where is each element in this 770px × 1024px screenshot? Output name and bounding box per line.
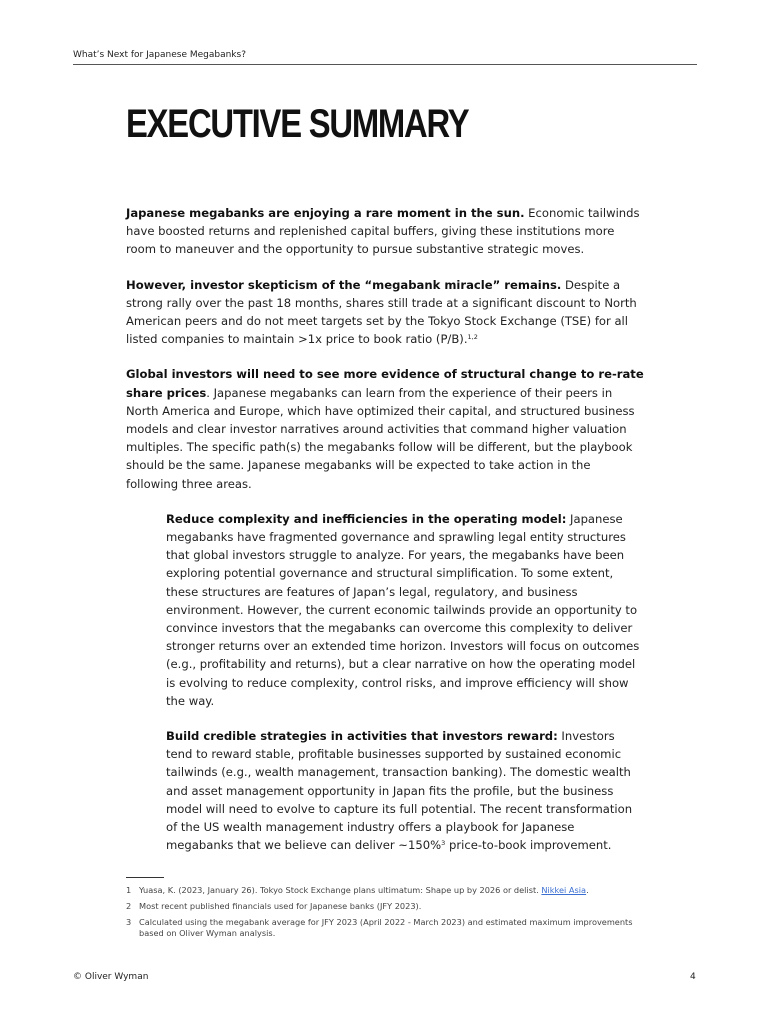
footnote-text — [139, 885, 589, 896]
page-number: 4 — [690, 972, 696, 982]
page-title: EXECUTIVE SUMMARY — [126, 102, 469, 146]
footnote-number: 2 — [126, 901, 132, 911]
paragraph-1 — [126, 204, 644, 259]
footnote-ref-3: 3 — [441, 839, 446, 848]
paragraph-3-lead: Global investors will need to see more evidence of structural change to re-rate share prices — [126, 367, 644, 400]
nikkei-asia-link[interactable]: Nikkei Asia — [541, 885, 587, 895]
paragraph-2-text: Despite a strong rally over the past 18 months, shares still trade at a significant discount to North American peers and do not meet targets set by the Tokyo Stock Exchange (TSE) for all listed companies to maintain >1x price to book ratio (P/B). — [126, 277, 637, 347]
action-area-2-lead: Build credible strategies in activities that investors reward: — [166, 729, 558, 744]
paragraph-3-text: . Japanese megabanks can learn from the experience of their peers in North America and Europe, which have optimized their capital, and structured business models and clear investor narratives around activities that command higher valuation multiples. The specific path(s) the megabanks follow will be different, but the playbook should be the same. Japanese megabanks will be expected to take action in the following three areas. — [126, 385, 635, 491]
header-divider — [73, 64, 697, 65]
footnote-2 — [126, 901, 650, 912]
action-area-2-text: Investors tend to reward stable, profitable businesses supported by sustained economic tailwinds (e.g., wealth management, transaction banking). The domestic wealth and asset management opportunity in Japan fits the profile, but the business model will need to evolve to capture its full potential. The recent transformation of the US wealth management industry offers a playbook for Japanese megabanks that we believe can deliver ~150% — [166, 729, 633, 853]
footnote-1-after: . — [586, 885, 589, 895]
footnote-ref-1-2: 1,2 — [467, 333, 478, 342]
running-header: What’s Next for Japanese Megabanks? — [73, 50, 246, 60]
footnotes — [126, 885, 650, 944]
paragraph-2-lead: However, investor skepticism of the “megabank miracle” remains. — [126, 277, 562, 292]
action-area-1-lead: Reduce complexity and inefficiencies in the operating model: — [166, 511, 567, 526]
footnote-number: 3 — [126, 917, 132, 927]
footer-copyright: © Oliver Wyman — [73, 972, 149, 982]
footnote-3 — [126, 917, 650, 939]
paragraph-2 — [126, 276, 644, 349]
footnote-1 — [126, 885, 650, 896]
action-area-2 — [166, 727, 644, 854]
footnote-3-text: Calculated using the megabank average for JFY 2023 (April 2022 - March 2023) and estimated maximum improvements based on Oliver Wyman analysis. — [139, 917, 633, 938]
paragraph-1-lead: Japanese megabanks are enjoying a rare moment in the sun. — [126, 206, 525, 220]
footnote-1-text: Yuasa, K. (2023, January 26). Tokyo Stock Exchange plans ultimatum: Shape up by 2026 or delist. — [139, 885, 542, 895]
paragraph-1-text: Economic tailwinds have boosted returns and replenished capital buffers, giving these institutions more room to maneuver and the opportunity to pursue substantive strategic moves. — [126, 206, 640, 257]
action-area-2-tail: price-to-book improvement. — [445, 838, 612, 853]
footnote-number: 1 — [126, 885, 132, 895]
action-area-1-text: Japanese megabanks have fragmented governance and sprawling legal entity structures that global investors struggle to analyze. For years, the megabanks have been exploring potential governance and structural simplification. To some extent, these structures are features of Japan’s legal, regulatory, and business environment. However, the current economic tailwinds provide an opportunity to convince investors that the megabanks can overcome this complexity to deliver stronger returns over an extended time horizon. Investors will focus on outcomes (e.g., profitability and returns), but a clear narrative on how the operating model is evolving to reduce complexity, control risks, and improve efficiency will show the way. — [166, 511, 640, 708]
footnote-divider — [126, 877, 164, 878]
action-area-1 — [166, 510, 644, 710]
paragraph-3 — [126, 365, 644, 492]
body-text — [126, 204, 644, 872]
footnote-2-text: Most recent published financials used for Japanese banks (JFY 2023). — [139, 901, 422, 911]
